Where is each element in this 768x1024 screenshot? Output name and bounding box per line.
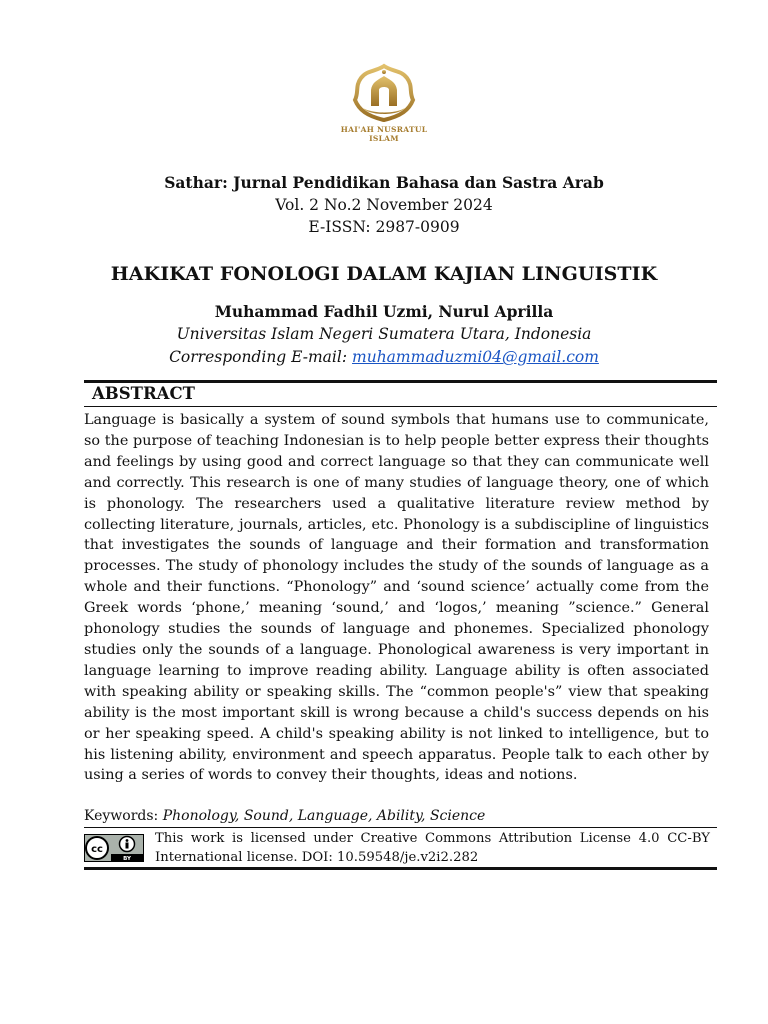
mosque-emblem-icon: [349, 62, 419, 124]
publisher-logo: [334, 62, 434, 152]
abstract-text: Language is basically a system of sound symbols that humans use to communicate, so the purpose of teaching Indonesian is to help people better express their thoughts and feelings by using good and correct language so that they can communicate well and correctly. This research is one of many studies of language theory, one of which is phonology. The researchers used a qualitative literature review method by collecting literature, journals, articles, etc. Phonology is a subdiscipline of linguistics that investigates the sounds of language and their formation and transformation processes. The study of phonology includes the study of the sounds of language as a whole and their functions. “Phonology” and ‘sound science’ actually come from the Greek words ‘phone,’ meaning ‘sound,’ and ‘logos,’ meaning ”science.” General phonology studies the sounds of language and phonemes. Specialized phonology studies only the sounds of a language. Phonological awareness is very important in language learning to improve reading ability. Language ability is often associated with speaking ability or speaking skills. The “common people's” view that speaking ability is the most important skill is wrong because a child's success depends on his or her speaking speed. A child's speaking ability is not linked to intelligence, but to his listening ability, environment and speech apparatus. People talk to each other by using a series of words to convey their thoughts, ideas and notions.: [84, 412, 709, 784]
license-bottom-rule: [84, 867, 717, 870]
svg-text:cc: cc: [91, 844, 103, 855]
logo-text-line1: HAI'AH NUSRATUL: [340, 125, 428, 134]
author-affiliation: Universitas Islam Negeri Sumatera Utara, Indonesia: [176, 325, 592, 343]
license-top-rule: [84, 827, 717, 828]
keywords-values: Phonology, Sound, Language, Ability, Science: [162, 808, 486, 824]
journal-issn: E-ISSN: 2987-0909: [308, 218, 460, 236]
logo-text: [334, 125, 434, 143]
license-text: This work is licensed under Creative Commons Attribution License 4.0 CC-BY International license. DOI: 10.59548/je.v2i2.282: [155, 831, 710, 865]
abstract-top-rule: [84, 380, 717, 383]
abstract-heading: ABSTRACT: [92, 384, 195, 403]
abstract-heading-rule: [84, 406, 717, 407]
cc-by-license-icon[interactable]: [84, 834, 144, 862]
cc-badge-text: BY: [123, 856, 131, 862]
article-title: HAKIKAT FONOLOGI DALAM KAJIAN LINGUISTIK: [110, 263, 658, 285]
journal-volume: Vol. 2 No.2 November 2024: [275, 196, 493, 214]
author-block: [0, 300, 768, 369]
author-names: Muhammad Fadhil Uzmi, Nurul Aprilla: [214, 302, 554, 321]
corresponding-label: Corresponding E-mail:: [169, 348, 348, 366]
keywords-line: [84, 808, 485, 824]
logo-text-line2: ISLAM: [369, 134, 399, 143]
journal-header: [0, 172, 768, 238]
journal-name: Sathar: Jurnal Pendidikan Bahasa dan Sastra Arab: [164, 173, 604, 192]
corresponding-line: [0, 346, 768, 369]
corresponding-email-link[interactable]: muhammaduzmi04@gmail.com: [352, 348, 599, 366]
keywords-label: Keywords:: [84, 808, 159, 824]
